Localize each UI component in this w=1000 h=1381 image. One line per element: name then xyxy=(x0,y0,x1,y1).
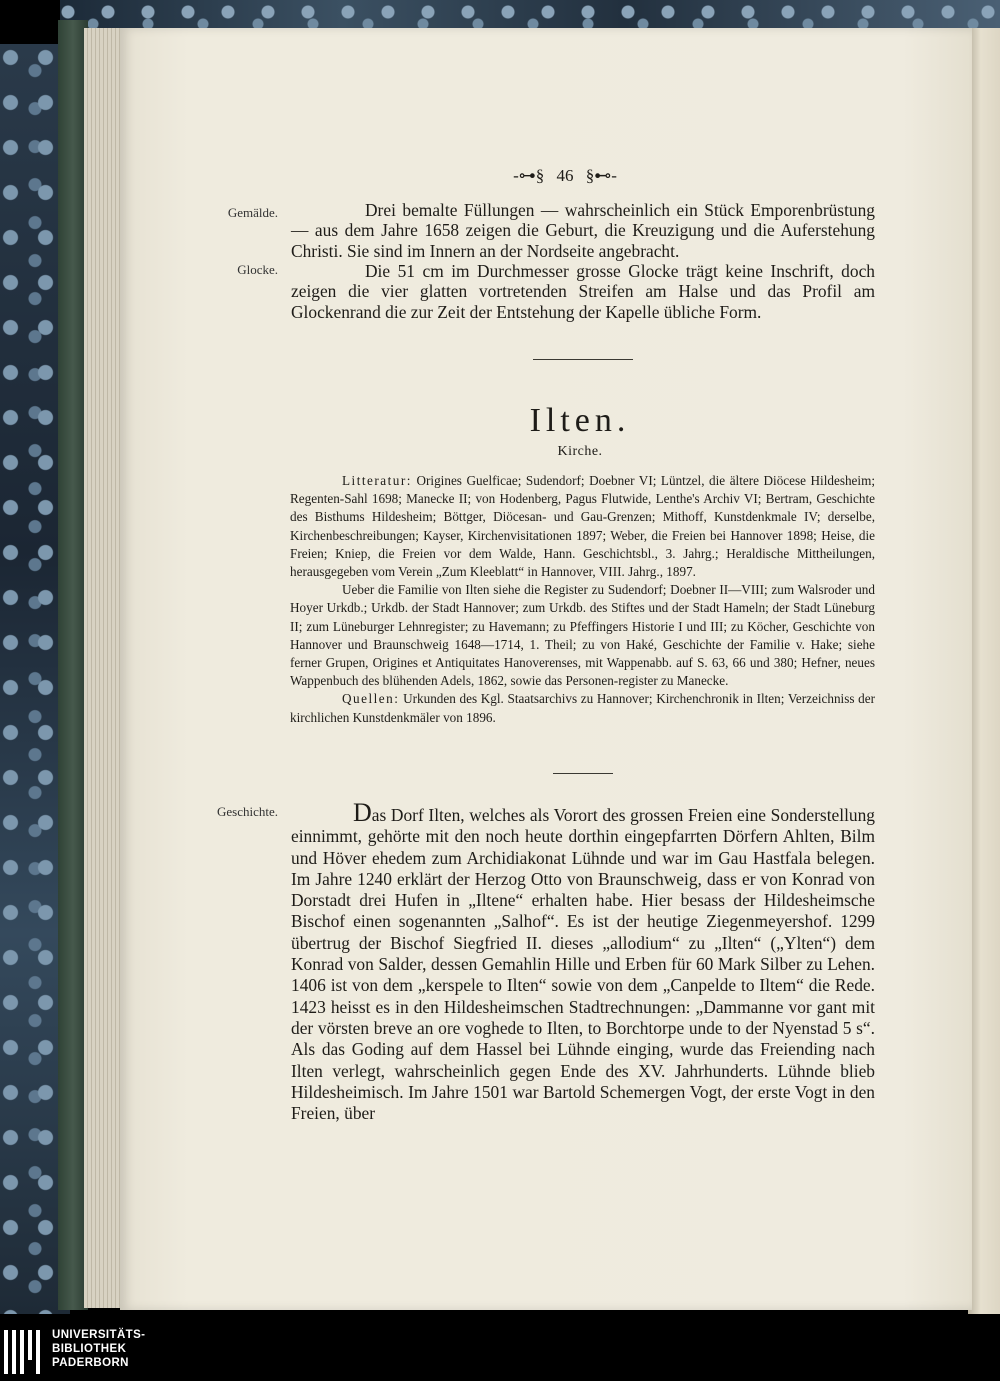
ornament-left: -⊶§ xyxy=(513,166,545,185)
margin-note-glocke: Glocke. xyxy=(237,262,278,277)
logo-line-3: PADERBORN xyxy=(52,1357,129,1369)
literature-divider xyxy=(553,773,613,774)
ornament-right: §⊷- xyxy=(585,166,617,185)
facing-page-edge xyxy=(968,28,1000,1314)
sources-paragraph xyxy=(290,690,875,726)
logo-bars-icon xyxy=(4,1330,46,1374)
section-title: Ilten. xyxy=(529,402,631,439)
paragraph-gemaelde xyxy=(291,200,875,261)
logo-line-2: BIBLIOTHEK xyxy=(52,1343,127,1355)
paragraph-text: Drei bemalte Füllungen — wahrscheinlich ein Stück Emporenbrüstung — aus dem Jahre 1658 zeigen die Geburt, die Kreuzigung und die Auferstehung Christi. Sie sind im Innern an der Nordseite angebracht. xyxy=(291,200,875,261)
literature-text: Origines Guelficae; Sudendorf; Doebner VI; Lüntzel, die ältere Diöcese Hildesheim; Regenten-Sahl 1698; Manecke II; von Hodenberg, Pagus Flutwide, Lenthe's Archiv VI; Bertram, Geschichte des Bisthums Hildesheim; Böttger, Diöcesan- und Gau-Grenzen; Mithoff, Kunstdenkmale IV; derselbe, Kirchenbeschreibungen; Kayser, Kirchenvisitationen 1897; Weber, die Freien bei Hannover 1898; Heise, die Freien; Kniep, die Freien vor dem Walde, Hann. Geschichtsbl., 3. Jahrg.; Heraldische Mittheilungen, herausgegeben vom Verein „Zum Kleeblatt“ in Hannover, VIII. Jahrg., 1897. xyxy=(290,473,875,580)
paragraph-text: Die 51 cm im Durchmesser grosse Glocke trägt keine Inschrift, doch zeigen die vier glatten vortretenden Streifen am Halse und das Profil am Glockenrand die zur Zeit der Entstehung der Kapelle übliche Form. xyxy=(291,261,875,322)
library-logo xyxy=(0,1324,200,1381)
page-header xyxy=(505,166,625,186)
drop-cap: D xyxy=(353,798,372,827)
family-paragraph: Ueber die Familie von Ilten siehe die Register zu Sudendorf; Doebner II—VIII; zum Walsroder und Hoyer Urkdb.; Urkdb. der Stadt Hannover; zum Urkdb. des Stiftes und der Stadt Hameln; der Stadt Lüneburg II; zum Lüneburger Lehnregister; zu Havemann; zu Pfeffingers Historie I und III; zu Köcher, Geschichte von Hannover und Braunschweig 1648—1714, 1. Theil; zu von Haké, Geschichte der Familie v. Hake; siehe ferner Grupen, Origines et Antiquitates Hanoverenses, mit Wappenabb. auf S. 63, 66 und 380; Hefner, neues Wappenbuch des blühenden Adels, 1862, sowie das Personen-register zu Manecke. xyxy=(290,582,875,689)
history-text-wrap xyxy=(291,798,875,1124)
section-subtitle: Kirche. xyxy=(557,444,603,459)
paragraph-glocke xyxy=(291,261,875,322)
margin-note-geschichte: Geschichte. xyxy=(216,804,278,819)
literature-block xyxy=(290,472,875,727)
section-divider xyxy=(533,359,633,360)
literature-paragraph xyxy=(290,472,875,581)
sources-label: Quellen: xyxy=(342,691,400,707)
history-text: as Dorf Ilten, welches als Vorort des grossen Freien eine Sonderstellung einnimmt, gehörte mit den noch heute dorthin eingepfarrten Dörfern Ahlten, Bilm und Höver ehedem zum Archidiakonat Lühnde und war im Gau Hastfala belegen. Im Jahre 1240 erklärt der Herzog Otto von Braunschweig, dass er von Konrad von Dorstadt drei Hufen in „Iltene“ erhalten habe. Hier besass der Hildesheimsche Bischof einen sogenannten „Salhof“. Es ist der heutige Ziegenmeyershof. 1299 übertrug der Bischof Siegfried II. dieses „allodium“ zu „Ilten“ („Ylten“) dem Konrad von Salder, dessen Gemahlin Hille und Erben für 60 Mark Silber zu Lehen. 1406 ist von dem „kerspele to Ilten“ sowie von dem „Canpelde to Iltem“ die Rede. 1423 heisst es in den Hildesheimschen Stadtrechnungen: „Dammanne vor gant mit der vörsten breve an ore voghede to Ilten, to Borchtorpe unde to der Nyenstad 5 s“. Als das Goding auf dem Hassel bei Lühnde einging, wurde das Freiending nach Ilten verlegt, wahrscheinlich gegen Ende des XV. Jahrhunderts. Lühnde blieb Hildesheimisch. Im Jahre 1501 war Bartold Schemergen Vogt, der erste Vogt in den Freien, über xyxy=(291,805,875,1124)
page-number: 46 xyxy=(556,166,574,185)
logo-text xyxy=(52,1328,145,1370)
margin-note-gemaelde: Gemälde. xyxy=(227,205,278,220)
sources-text: Urkunden des Kgl. Staatsarchivs zu Hannover; Kirchenchronik in Ilten; Verzeichniss der kirchlichen Kunstdenkmäler von 1896. xyxy=(290,691,875,725)
literature-label: Litteratur: xyxy=(342,473,412,488)
logo-line-1: UNIVERSITÄTS- xyxy=(52,1329,146,1341)
page-edges xyxy=(84,28,124,1308)
history-paragraph xyxy=(291,798,875,1124)
